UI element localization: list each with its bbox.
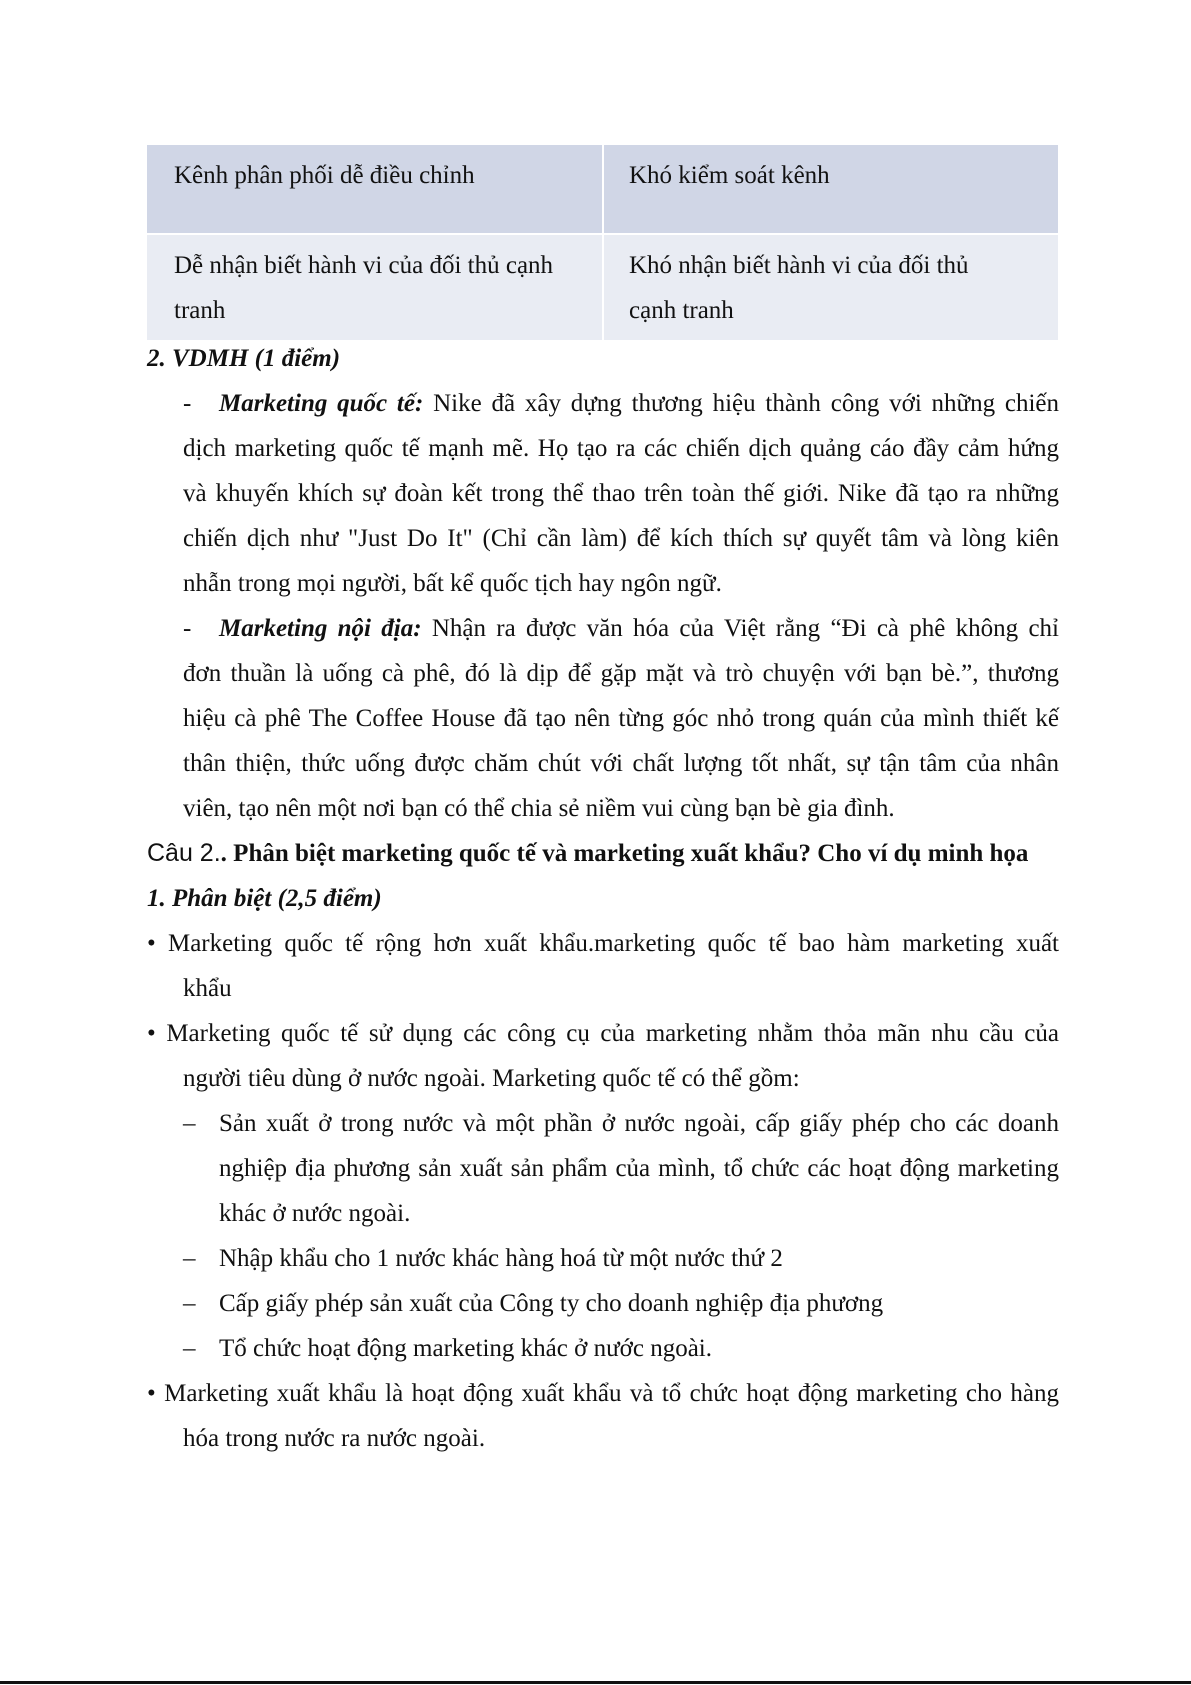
dash-marker: – — [183, 1110, 196, 1137]
table-cell: Kênh phân phối dễ điều chỉnh — [147, 145, 603, 234]
question-heading — [147, 831, 1028, 876]
paragraph-line: đơn thuần là uống cà phê, đó là dịp để gặp mặt và trò chuyện với bạn bè.”, thương — [183, 660, 1059, 687]
paragraph-line: hiệu cà phê The Coffee House đã tạo nên từng góc nhỏ trong quán của mình thiết kế — [183, 705, 1059, 732]
comparison-table — [147, 145, 1060, 342]
paragraph-line: thân thiện, thức uống được chăm chút với chất lượng tốt nhất, sự tận tâm của nhân — [183, 750, 1059, 777]
dash-marker: - — [183, 390, 192, 417]
section-heading: 2. VDMH (1 điểm) — [147, 345, 341, 372]
question-prefix: Câu 2. — [147, 839, 221, 867]
table-cell: Khó kiểm soát kênh — [603, 145, 1059, 234]
bullet-line: hóa trong nước ra nước ngoài. — [183, 1425, 486, 1452]
dash-marker: – — [183, 1245, 196, 1272]
paragraph-line: nhẫn trong mọi người, bất kể quốc tịch hay ngôn ngữ. — [183, 570, 722, 597]
paragraph-line — [219, 606, 1059, 651]
dash-marker: – — [183, 1335, 196, 1362]
bullet-line: • Marketing quốc tế sử dụng các công cụ của marketing nhằm thỏa mãn nhu cầu của — [147, 1020, 1059, 1047]
term-label: Marketing quốc tế: — [219, 390, 424, 417]
table-row — [147, 145, 1059, 234]
term-label: Marketing nội địa: — [219, 615, 422, 642]
sub-item-line: Tổ chức hoạt động marketing khác ở nước ngoài. — [219, 1335, 712, 1362]
bullet-line: • Marketing quốc tế rộng hơn xuất khẩu.marketing quốc tế bao hàm marketing xuất — [147, 930, 1059, 957]
sub-item-line: Cấp giấy phép sản xuất của Công ty cho doanh nghiệp địa phương — [219, 1290, 884, 1317]
term-text: Nike đã xây dựng thương hiệu thành công với những chiến — [433, 390, 1060, 417]
term-text: Nhận ra được văn hóa của Việt rằng “Đi cà phê không chỉ — [431, 615, 1060, 642]
paragraph-line — [219, 381, 1059, 426]
paragraph-line: chiến dịch như "Just Do It" (Chỉ cần làm) để kích thích sự quyết tâm và lòng kiên — [183, 525, 1059, 552]
sub-item-line: nghiệp địa phương sản xuất sản phẩm của mình, tổ chức các hoạt động marketing — [219, 1155, 1059, 1182]
cell-line: cạnh tranh — [629, 297, 734, 324]
paragraph-line: dịch marketing quốc tế mạnh mẽ. Họ tạo ra các chiến dịch quảng cáo đầy cảm hứng — [183, 435, 1059, 462]
table-row — [147, 234, 1059, 341]
part-heading: 1. Phân biệt (2,5 điểm) — [147, 885, 382, 912]
paragraph-line: và khuyến khích sự đoàn kết trong thể thao trên toàn thế giới. Nike đã tạo ra những — [183, 480, 1059, 507]
bullet-line: khẩu — [183, 975, 232, 1002]
dash-marker: - — [183, 615, 192, 642]
bullet-line: người tiêu dùng ở nước ngoài. Marketing quốc tế có thể gồm: — [183, 1065, 800, 1092]
sub-item-line: khác ở nước ngoài. — [219, 1200, 411, 1227]
table-cell: Dễ nhận biết hành vi của đối thủ cạnh tranh — [147, 234, 603, 341]
question-text: . Phân biệt marketing quốc tế và marketing xuất khẩu? Cho ví dụ minh họa — [220, 840, 1029, 867]
paragraph-line: viên, tạo nên một nơi bạn có thể chia sẻ niềm vui cùng bạn bè gia đình. — [183, 795, 895, 822]
sub-item-line: Nhập khẩu cho 1 nước khác hàng hoá từ một nước thứ 2 — [219, 1245, 783, 1272]
bullet-line: • Marketing xuất khẩu là hoạt động xuất khẩu và tổ chức hoạt động marketing cho hàng — [147, 1380, 1059, 1407]
dash-marker: – — [183, 1290, 196, 1317]
table-cell — [603, 234, 1059, 341]
cell-line: Khó nhận biết hành vi của đối thủ — [629, 252, 969, 279]
sub-item-line: Sản xuất ở trong nước và một phần ở nước ngoài, cấp giấy phép cho các doanh — [219, 1110, 1059, 1137]
page-bottom-rule — [0, 1681, 1191, 1684]
